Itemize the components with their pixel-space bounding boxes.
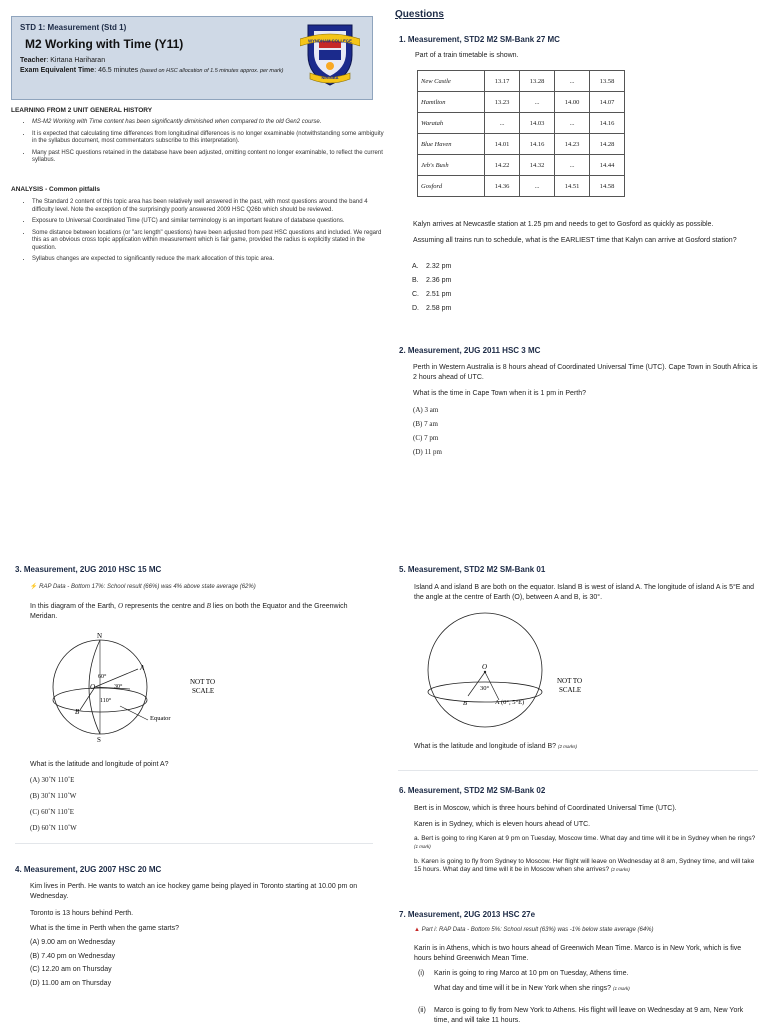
rap-data-note: ▲ Part i: RAP Data - Bottom 5%: School result (63%) was -1% below state average (64%) — [414, 927, 654, 933]
departure-time-cell: 14.44 — [590, 155, 625, 176]
option[interactable]: (D) 60˚N 110˚W — [30, 824, 77, 832]
question-6-text-2: Karen is in Sydney, which is eleven hours ahead of UTC. — [414, 821, 591, 828]
option[interactable]: (C) 7 pm — [413, 434, 439, 442]
question-7-text: Karin is in Athens, which is two hours ahead of Greenwich Mean Time. Marco is in New York, which is five hours behind Greenwich Mean Time. — [414, 945, 742, 962]
departure-time-cell: 14.07 — [590, 92, 625, 113]
station-name-cell: Waratah — [418, 113, 485, 134]
departure-time-cell: 14.00 — [555, 92, 590, 113]
svg-text:30°: 30° — [114, 684, 123, 690]
learning-list — [18, 119, 384, 169]
question-4-text: Kim lives in Perth. He wants to watch an ice hockey game being played in Toronto starting at 10.00 pm on Wednesday. — [30, 883, 358, 900]
college-crest-icon — [300, 21, 360, 87]
question-4-options — [30, 936, 115, 990]
lightning-icon: ⚡ — [30, 584, 38, 590]
svg-text:NOT TO: NOT TO — [190, 678, 216, 686]
svg-text:30°: 30° — [480, 685, 490, 692]
questions-title: Questions — [395, 9, 444, 20]
svg-text:110°: 110° — [100, 698, 112, 704]
question-3-question: What is the latitude and longitude of point A? — [30, 761, 169, 768]
option[interactable]: (B) 7 am — [413, 420, 438, 428]
question-5-text: Island A and island B are both on the equator. Island B is west of island A. The longitude of island A is 5°E and the angle at the centre of Earth (O), between A and B, is 30°. — [414, 584, 755, 601]
departure-time-cell: 14.16 — [590, 113, 625, 134]
question-6-part-b: b. Karen is going to fly from Sydney to Moscow. Her flight will leave on Wednesday at 8 am, Sydney time, and will take 15 hours. What day and time will it be in Moscow when she arrives? (2 marks) — [414, 858, 755, 873]
question-7-part-i: Karin is going to ring Marco at 10 pm on Tuesday, Athens time. — [434, 970, 629, 977]
departure-time-cell: ... — [520, 176, 555, 197]
divider — [15, 843, 373, 844]
departure-time-cell: 14.22 — [485, 155, 520, 176]
list-item: • Some distance between locations (or "arc length" questions) have been adjusted from past HSC questions and included. We regard this as an obvious cross topic application within measurement which is fair game, provided the radius is explicitly stated in the question. — [32, 230, 384, 253]
departure-time-cell: 14.36 — [485, 176, 520, 197]
question-4-question: What is the time in Perth when the game starts? — [30, 925, 180, 932]
option[interactable]: C. 2.51 pm — [412, 291, 452, 298]
question-1-intro: Part of a train timetable is shown. — [415, 52, 519, 59]
option[interactable]: (A) 3 am — [413, 406, 439, 414]
table-row — [418, 92, 625, 113]
option[interactable]: (B) 7.40 pm on Wednesday — [30, 952, 116, 960]
station-name-cell: Hamilton — [418, 92, 485, 113]
table-row — [418, 113, 625, 134]
option[interactable]: A. 2.32 pm — [412, 263, 452, 270]
question-3-heading: 3. Measurement, 2UG 2010 HSC 15 MC — [15, 565, 162, 574]
table-row — [418, 176, 625, 197]
svg-text:SCALE: SCALE — [559, 686, 582, 694]
option[interactable]: (D) 11.00 am on Thursday — [30, 979, 112, 987]
list-item: • Exposure to Universal Coordinated Time (UTC) and similar terminology is an important feature of database questions. — [32, 218, 384, 226]
question-2-text: Perth in Western Australia is 8 hours ahead of Coordinated Universal Time (UTC). Cape Town in South Africa is 2 hours ahead of UTC. — [413, 364, 758, 381]
train-timetable — [417, 70, 625, 197]
svg-text:N: N — [97, 632, 103, 640]
svg-text:Equator: Equator — [150, 715, 171, 722]
svg-text:NOT TO: NOT TO — [557, 677, 583, 685]
departure-time-cell: ... — [520, 92, 555, 113]
option[interactable]: (B) 30˚N 110˚W — [30, 792, 77, 800]
station-name-cell: New Castle — [418, 71, 485, 92]
departure-time-cell: ... — [555, 155, 590, 176]
option[interactable]: (C) 12.20 am on Thursday — [30, 966, 112, 973]
question-5-heading: 5. Measurement, STD2 M2 SM-Bank 01 — [399, 565, 546, 574]
list-item: • It is expected that calculating time differences from longitudinal differences is no longer examinable (notwithstanding some ambiguity in the syllabus document, most commentators subscribe to this interpretation). — [32, 131, 384, 146]
departure-time-cell: ... — [555, 71, 590, 92]
svg-text:O: O — [482, 663, 488, 671]
svg-text:60°: 60° — [98, 674, 107, 680]
earth-diagram — [50, 632, 250, 744]
question-7-part-ii: Marco is going to fly from New York to Athens. His flight will leave on Wednesday at 9 am, New York time, and will take 11 hours. — [434, 1007, 744, 1024]
svg-text:WYNDHAM COLLEGE: WYNDHAM COLLEGE — [308, 38, 352, 44]
list-item: • Syllabus changes are expected to significantly reduce the mark allocation of this topic area. — [32, 256, 384, 264]
question-7-heading: 7. Measurement, 2UG 2013 HSC 27e — [399, 910, 536, 919]
departure-time-cell: 13.23 — [485, 92, 520, 113]
departure-time-cell: 13.17 — [485, 71, 520, 92]
divider — [398, 770, 758, 771]
svg-text:SCALE: SCALE — [192, 687, 215, 695]
option[interactable]: D. 2.58 pm — [412, 305, 452, 312]
svg-text:A: A — [140, 664, 145, 672]
question-7-part-i-question: What day and time will it be in New York when she rings? (1 mark) — [434, 985, 630, 992]
departure-time-cell: 14.03 — [520, 113, 555, 134]
question-1-options — [412, 260, 451, 316]
question-1-text: Kalyn arrives at Newcastle station at 1.25 pm and needs to get to Gosford as quickly as possible. — [413, 221, 714, 228]
question-3-text: In this diagram of the Earth, O represents the centre and B lies on both the Equator and the Greenwich Meridan. — [30, 602, 348, 620]
analysis-list — [18, 199, 384, 268]
worksheet-title: M2 Working with Time (Y11) — [25, 37, 184, 51]
svg-text:B: B — [463, 700, 467, 707]
departure-time-cell: ... — [485, 113, 520, 134]
departure-time-cell: 14.58 — [590, 176, 625, 197]
course-label: STD 1: Measurement (Std 1) — [20, 23, 127, 32]
question-6-heading: 6. Measurement, STD2 M2 SM-Bank 02 — [399, 786, 546, 795]
departure-time-cell: 14.01 — [485, 134, 520, 155]
svg-text:A (0°, 5°E): A (0°, 5°E) — [495, 699, 525, 706]
departure-time-cell: ... — [555, 113, 590, 134]
svg-text:S: S — [97, 736, 101, 744]
list-item: • Many past HSC questions retained in the database have been adjusted, omitting content no longer examinable, to reflect the current syllabus. — [32, 150, 384, 165]
question-3-options — [30, 772, 77, 836]
option[interactable]: (D) 11 pm — [413, 448, 442, 456]
rap-data-note: ⚡ RAP Data - Bottom 17%: School result (66%) was 4% above state average (62%) — [30, 584, 256, 590]
station-name-cell: Jeb's Bush — [418, 155, 485, 176]
question-4-info: Toronto is 13 hours behind Perth. — [30, 910, 134, 917]
worksheet-header — [11, 16, 373, 100]
question-1-heading: 1. Measurement, STD2 M2 SM-Bank 27 MC — [399, 35, 560, 44]
option[interactable]: (C) 60˚N 110˚E — [30, 808, 75, 816]
list-item: • The Standard 2 content of this topic area has been relatively well answered in the past, with most questions around the band 4 difficulty level. Note the exception of the surprisingly poorly answered 2009 HSC Q26b which should be reviewed. — [32, 199, 384, 214]
table-row — [418, 134, 625, 155]
station-name-cell: Gosford — [418, 176, 485, 197]
teacher-line: Teacher: Kirtana Hariharan — [20, 57, 106, 64]
departure-time-cell: 14.16 — [520, 134, 555, 155]
station-name-cell: Blue Haven — [418, 134, 485, 155]
option[interactable]: (A) 9.00 am on Wednesday — [30, 939, 116, 946]
departure-time-cell: 14.28 — [590, 134, 625, 155]
svg-text:NIRIMBA: NIRIMBA — [321, 75, 339, 80]
learning-heading: LEARNING FROM 2 UNIT GENERAL HISTORY — [11, 107, 153, 114]
question-2-heading: 2. Measurement, 2UG 2011 HSC 3 MC — [399, 346, 541, 355]
exam-time-line: Exam Equivalent Time: 46.5 minutes (based on HSC allocation of 1.5 minutes approx. per mark) — [20, 67, 284, 74]
departure-time-cell: 13.28 — [520, 71, 555, 92]
question-2-options — [413, 403, 442, 459]
question-4-heading: 4. Measurement, 2UG 2007 HSC 20 MC — [15, 865, 162, 874]
question-6-text-1: Bert is in Moscow, which is three hours behind of Coordinated Universal Time (UTC). — [414, 805, 677, 812]
list-item: • MS-M2 Working with Time content has been significantly diminished when compared to the old Gen2 course. — [32, 119, 384, 127]
earth-equator-diagram — [425, 610, 625, 730]
question-1-question: Assuming all trains run to schedule, what is the EARLIEST time that Kalyn can arrive at Gosford station? — [413, 237, 737, 244]
question-5-question: What is the latitude and longitude of island B? (2 marks) — [414, 743, 577, 750]
table-row — [418, 71, 625, 92]
option[interactable]: B. 2.36 pm — [412, 277, 452, 284]
svg-text:O: O — [90, 683, 96, 691]
departure-time-cell: 14.32 — [520, 155, 555, 176]
departure-time-cell: 14.51 — [555, 176, 590, 197]
svg-text:B: B — [75, 708, 80, 716]
analysis-heading: ANALYSIS - Common pitfalls — [11, 186, 100, 193]
question-2-question: What is the time in Cape Town when it is 1 pm in Perth? — [413, 390, 587, 397]
question-7-part-i-label: (i) — [418, 970, 425, 977]
question-7-part-ii-label: (ii) — [418, 1007, 426, 1014]
table-row — [418, 155, 625, 176]
warning-icon: ▲ — [414, 927, 420, 933]
departure-time-cell: 13.58 — [590, 71, 625, 92]
departure-time-cell: 14.23 — [555, 134, 590, 155]
option[interactable]: (A) 30˚N 110˚E — [30, 776, 75, 784]
question-6-part-a: a. Bert is going to ring Karen at 9 pm on Tuesday, Moscow time. What day and time will it be in Sydney when he rings? (1 mark) — [414, 835, 756, 849]
